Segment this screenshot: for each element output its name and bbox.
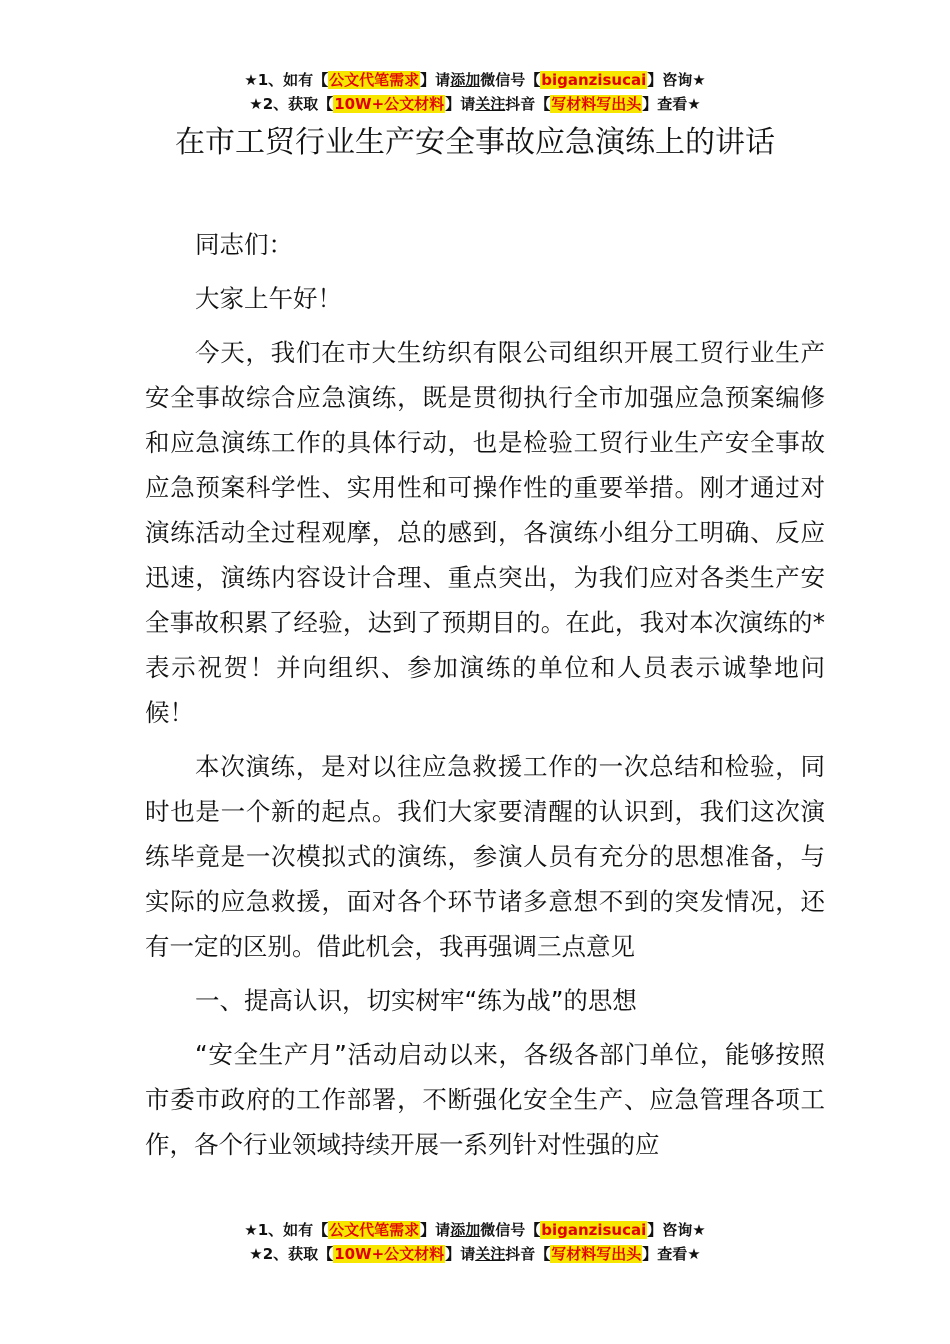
promo-wechat-id: biganzisucai: [541, 71, 647, 89]
promo-banner-top: [0, 68, 950, 116]
greeting: 大家上午好！: [195, 284, 342, 313]
promo-line-1: [0, 1218, 950, 1242]
promo-line-1: [0, 68, 950, 92]
promo-text: 】请: [445, 95, 476, 113]
promo-text: ★2、获取【: [249, 1245, 334, 1263]
body-paragraph: 本次演练，是对以往应急救援工作的一次总结和检验，同时也是一个新的起点。我们大家要清醒的认识到，我们这次演练毕竟是一次模拟式的演练，参演人员有充分的思想准备，与实际的应急救援，面对各个环节诸多意想不到的突发情况，还有一定的区别。借此机会，我再强调三点意见: [145, 752, 825, 961]
promo-line-2: [0, 92, 950, 116]
promo-text: ★2、获取【: [249, 95, 334, 113]
promo-text: 微信号【: [480, 1221, 541, 1239]
promo-line-2: [0, 1242, 950, 1266]
document-body: [145, 222, 825, 1176]
promo-text: 】查看★: [642, 1245, 701, 1263]
promo-text: 】请: [420, 71, 451, 89]
promo-highlight: 公文代笔需求: [329, 1221, 420, 1239]
promo-text: 】请: [445, 1245, 476, 1263]
document-title: 在市工贸行业生产安全事故应急演练上的讲话: [175, 125, 775, 160]
salutation: 同志们：: [195, 230, 293, 259]
promo-highlight: 公文代笔需求: [329, 71, 420, 89]
promo-banner-bottom: [0, 1218, 950, 1266]
promo-text: ★1、如有【: [244, 71, 329, 89]
promo-text: 微信号【: [480, 71, 541, 89]
promo-text: 】咨询★: [647, 1221, 706, 1239]
promo-underlined: 添加: [450, 1221, 481, 1239]
promo-douyin-id: 写材料写出头: [551, 95, 642, 113]
section-heading: 一、提高认识，切实树牢“练为战”的思想: [195, 986, 637, 1015]
promo-text: ★1、如有【: [244, 1221, 329, 1239]
promo-text: 抖音【: [505, 95, 551, 113]
promo-underlined: 关注: [475, 1245, 506, 1263]
promo-underlined: 添加: [450, 71, 481, 89]
promo-text: 】查看★: [642, 95, 701, 113]
promo-wechat-id: biganzisucai: [541, 1221, 647, 1239]
promo-douyin-id: 写材料写出头: [551, 1245, 642, 1263]
promo-highlight: 10W+公文材料: [334, 1245, 445, 1263]
promo-text: 】请: [420, 1221, 451, 1239]
body-paragraph: 今天，我们在市大生纺织有限公司组织开展工贸行业生产安全事故综合应急演练，既是贯彻执行全市加强应急预案编修和应急演练工作的具体行动，也是检验工贸行业生产安全事故应急预案科学性、实用性和可操作性的重要举措。刚才通过对演练活动全过程观摩，总的感到，各演练小组分工明确、反应迅速，演练内容设计合理、重点突出，为我们应对各类生产安全事故积累了经验，达到了预期目的。在此，我对本次演练的*表示祝贺！并向组织、参加演练的单位和人员表示诚挚地问候！: [145, 338, 825, 727]
promo-highlight: 10W+公文材料: [334, 95, 445, 113]
body-paragraph: “安全生产月”活动启动以来，各级各部门单位，能够按照市委市政府的工作部署，不断强化安全生产、应急管理各项工作，各个行业领域持续开展一系列针对性强的应: [145, 1040, 825, 1159]
promo-text: 】咨询★: [647, 71, 706, 89]
promo-text: 抖音【: [505, 1245, 551, 1263]
promo-underlined: 关注: [475, 95, 506, 113]
